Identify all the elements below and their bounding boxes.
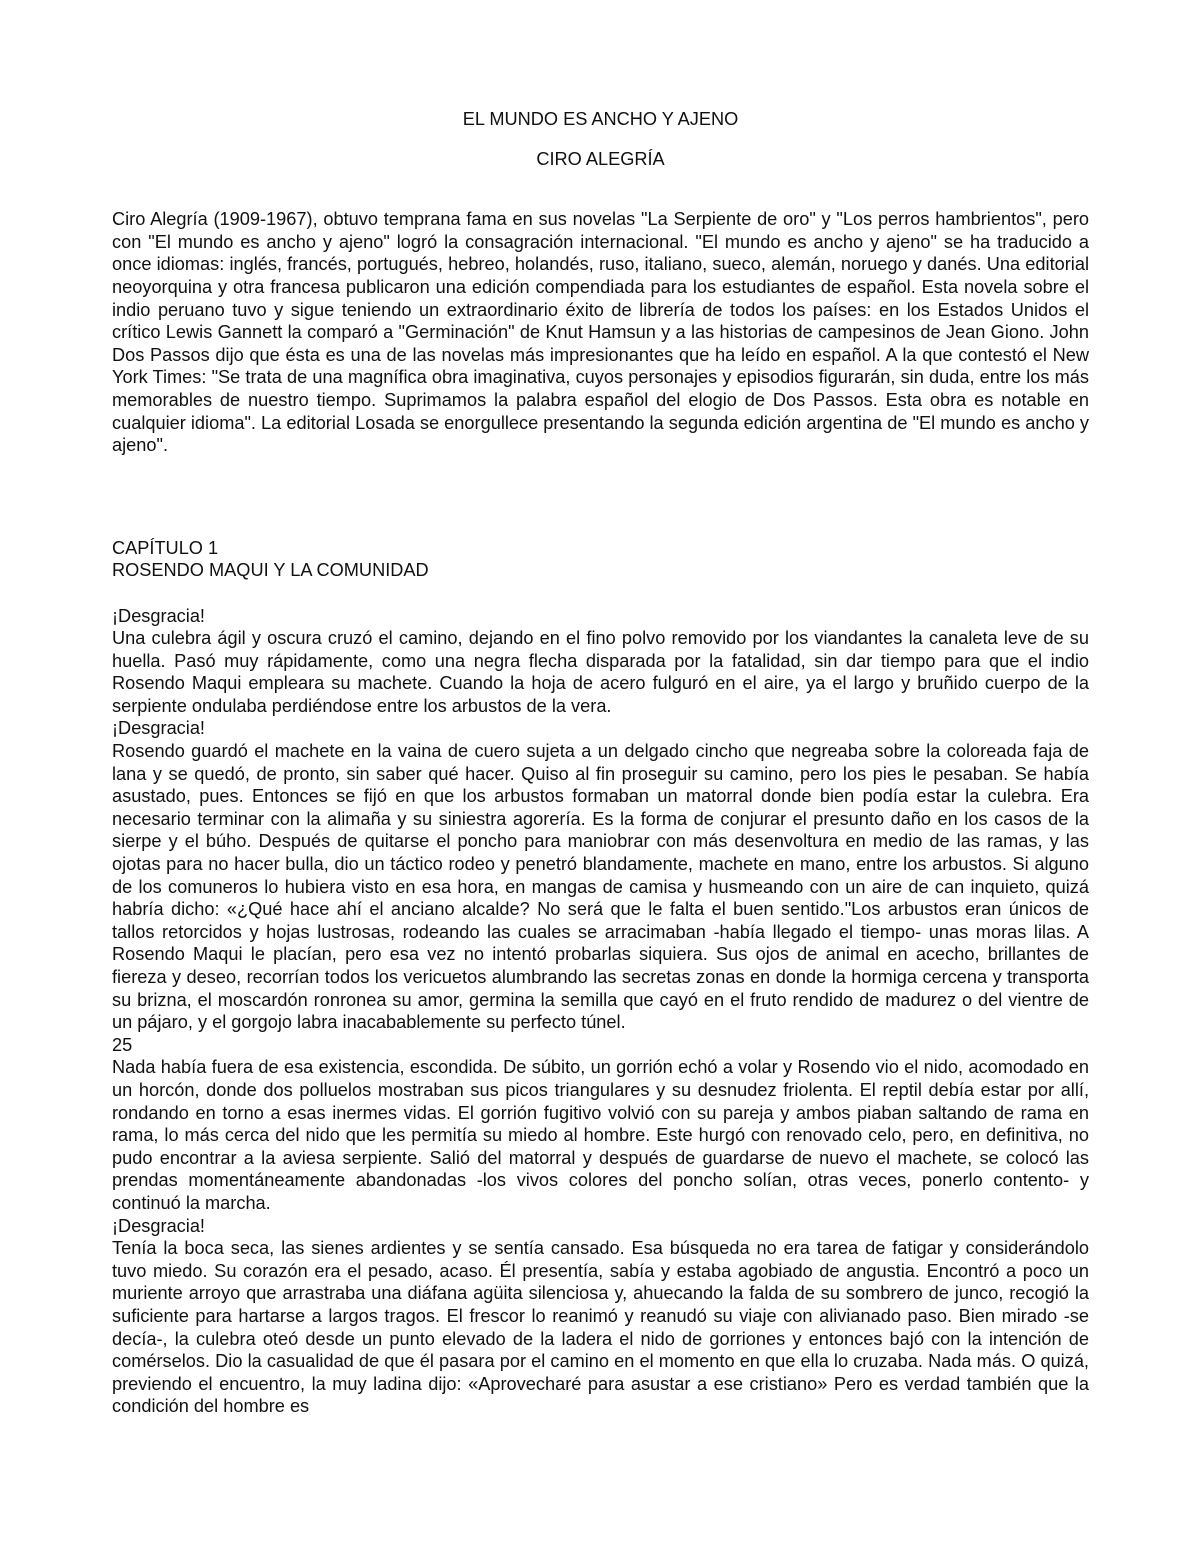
exclamation-line: ¡Desgracia! xyxy=(112,1215,205,1236)
document-title: EL MUNDO ES ANCHO Y AJENO xyxy=(462,109,739,129)
body-paragraph: Rosendo guardó el machete en la vaina de cuero sujeta a un delgado cincho que negreaba sobre la coloreada faja de lana y se quedó, de pronto, sin saber qué hacer. Quiso al fin proseguir su camino, pero los pies le pesaban. Se había asustado, pues. Entonces se fijó en que los arbustos formaban un matorral donde bien podía estar la culebra. Era necesario terminar con la alimaña y su siniestra agorería. Es la forma de conjurar el presunto daño en los casos de la sierpe y el búho. Después de quitarse el poncho para maniobrar con más desenvoltura en medio de las ramas, y las ojotas para no hacer bulla, dio un táctico rodeo y penetró blandamente, machete en mano, entre los arbustos. Si alguno de los comuneros lo hubiera visto en esa hora, en mangas de camisa y husmeando con un aire de can inquieto, quizá habría dicho: «¿Qué hace ahí el anciano alcalde? No será que le falta el buen sentido."Los arbustos eran únicos de tallos retorcidos y hojas lustrosas, rodeando las cuales se arracimaban -había llegado el tiempo- unas moras lilas. A Rosendo Maqui le placían, pero esa vez no intentó probarlas siquiera. Sus ojos de animal en acecho, brillantes de fiereza y deseo, recorrían todos los vericuetos alumbrando las secretas zonas en donde la hormiga cercena y transporta su brizna, el moscardón ronronea su amor, germina la semilla que cayó en el fruto rendido de madurez o del vientre de un pájaro, y el gorgojo labra inacabablemente su perfecto túnel. xyxy=(112,741,1089,1033)
exclamation-line: ¡Desgracia! xyxy=(112,718,205,739)
body-paragraph: Una culebra ágil y oscura cruzó el camino, dejando en el fino polvo removido por los viandantes la canaleta leve de su huella. Pasó muy rápidamente, como una negra flecha disparada por la fatalidad, sin dar tiempo para que el indio Rosendo Maqui empleara su machete. Cuando la hoja de acero fulguró en el aire, ya el largo y bruñido cuerpo de la serpiente ondulaba perdiéndose entre los arbustos de la vera. xyxy=(112,628,1089,716)
body-paragraph: Tenía la boca seca, las sienes ardientes y se sentía cansado. Esa búsqueda no era tarea de fatigar y considerándolo tuvo miedo. Su corazón era el pesado, acaso. Él presentía, sabía y estaba agobiado de angustia. Encontró a poco un muriente arroyo que arrastraba una diáfana agüita silenciosa y, ahuecando la falda de su sombrero de junco, recogió la suficiente para hartarse a largos tragos. El frescor lo reanimó y reanudó su viaje con alivianado paso. Bien mirado -se decía-, la culebra oteó desde un punto elevado de la ladera el nido de gorriones y entonces bajó con la intención de comérselos. Dio la casualidad de que él pasara por el camino en el momento en que ella lo cruzaba. Nada más. O quizá, previendo el encuentro, la muy ladina dijo: «Aprovecharé para asustar a ese cristiano» Pero es verdad también que la condición del hombre es xyxy=(112,1238,1089,1417)
body-paragraph: Nada había fuera de esa existencia, escondida. De súbito, un gorrión echó a volar y Rosendo vio el nido, acomodado en un horcón, donde dos polluelos mostraban sus picos triangulares y su desnudez friolenta. El reptil debía estar por allí, rondando en torno a esas inermes vidas. El gorrión fugitivo volvió con su pareja y ambos piaban saltando de rama en rama, lo más cerca del nido que les permitía su miedo al hombre. Este hurgó con renovado celo, pero, en definitiva, no pudo encontrar a la aviesa serpiente. Salió del matorral y después de guardarse de nuevo el machete, se colocó las prendas momentáneamente abandonadas -los vivos colores del poncho solían, otras veces, ponerlo contento- y continuó la marcha. xyxy=(112,1057,1089,1213)
chapter-title: ROSENDO MAQUI Y LA COMUNIDAD xyxy=(112,560,429,581)
document-author: CIRO ALEGRÍA xyxy=(536,148,665,169)
chapter-number: CAPÍTULO 1 xyxy=(112,537,219,558)
page-number: 25 xyxy=(112,1034,133,1055)
intro-paragraph: Ciro Alegría (1909-1967), obtuvo temprana fama en sus novelas "La Serpiente de oro" y "Los perros hambrientos", pero con "El mundo es ancho y ajeno" logró la consagración internacional. "El mundo es ancho y ajeno" se ha traducido a once idiomas: inglés, francés, portugués, hebreo, holandés, ruso, italiano, sueco, alemán, noruego y danés. Una editorial neoyorquina y otra francesa publicaron una edición compendiada para los estudiantes de español. Esta novela sobre el indio peruano tuvo y sigue teniendo un extraordinario éxito de librería de todos los países: en los Estados Unidos el crítico Lewis Gannett la comparó a "Germinación" de Knut Hamsun y a las historias de campesinos de Jean Giono. John Dos Passos dijo que ésta es una de las novelas más impresionantes que ha leído en español. A la que contestó el New York Times: "Se trata de una magnífica obra imaginativa, cuyos personajes y episodios figurarán, sin duda, entre los más memorables de nuestro tiempo. Suprimamos la palabra español del elogio de Dos Passos. Esta obra es notable en cualquier idioma". La editorial Losada se enorgullece presentando la segunda edición argentina de "El mundo es ancho y ajeno". xyxy=(112,209,1089,456)
exclamation-line: ¡Desgracia! xyxy=(112,605,205,626)
document-page xyxy=(112,108,1089,1418)
spacer xyxy=(112,582,1089,605)
